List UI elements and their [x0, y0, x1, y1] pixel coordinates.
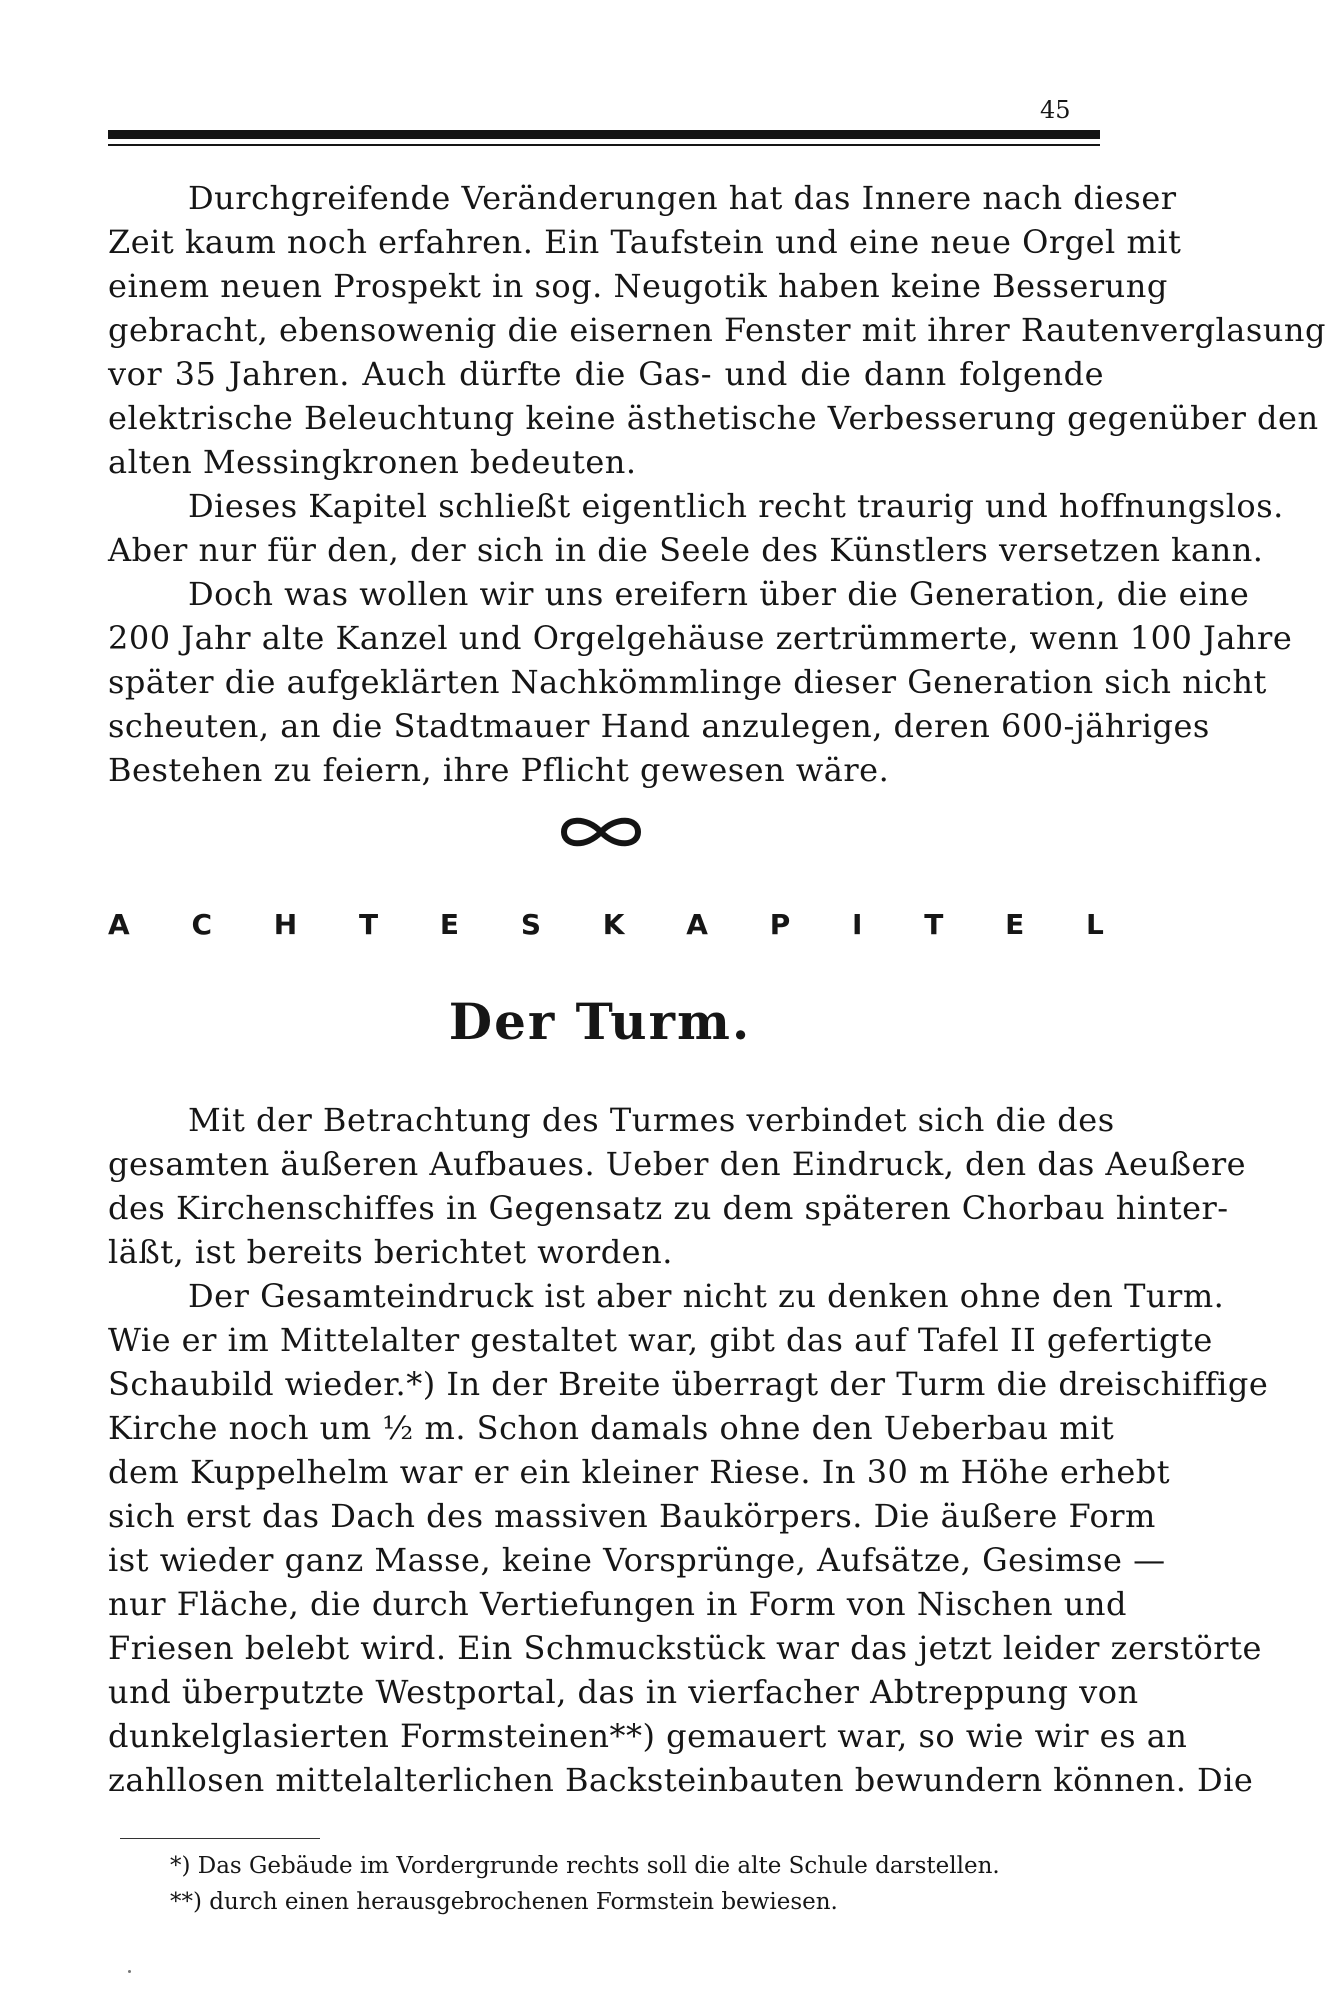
- text-line: Durchgreifende Veränderungen hat das Innere nach dieser: [188, 179, 1177, 217]
- text-line: elektrische Beleuchtung keine ästhetische Verbesserung gegenüber den: [108, 399, 1319, 437]
- text-line: Schaubild wieder.*) In der Breite überragt der Turm die dreischiffige: [108, 1365, 1269, 1403]
- chapter-heading-letter: T: [924, 908, 944, 941]
- text-line: und überputzte Westportal, das in vierfacher Abtreppung von: [108, 1673, 1139, 1711]
- text-line: Kirche noch um ½ m. Schon damals ohne den Ueberbau mit: [108, 1409, 1115, 1447]
- text-line: gesamten äußeren Aufbaues. Ueber den Eindruck, den das Aeußere: [108, 1145, 1247, 1183]
- chapter-heading-letter: I: [852, 908, 863, 941]
- chapter-heading-letter: S: [520, 908, 541, 941]
- text-line: dem Kuppelhelm war er ein kleiner Riese. In 30 m Höhe erhebt: [108, 1453, 1171, 1491]
- text-line: Dieses Kapitel schließt eigentlich recht traurig und hoffnungslos.: [188, 487, 1284, 525]
- paragraph: [108, 484, 1284, 572]
- chapter-heading-letter: T: [359, 908, 379, 941]
- text-line: Wie er im Mittelalter gestaltet war, gibt das auf Tafel II gefertigte: [108, 1321, 1213, 1359]
- text-line: einem neuen Prospekt in sog. Neugotik haben keine Besserung: [108, 267, 1168, 305]
- footnote: *) Das Gebäude im Vordergrunde rechts soll die alte Schule darstellen.: [170, 1853, 1000, 1879]
- footnote-rule: [120, 1838, 320, 1839]
- chapter-heading-letter: L: [1086, 908, 1104, 941]
- paragraph: [108, 572, 1293, 792]
- header-rule: [108, 130, 1100, 139]
- text-line: Aber nur für den, der sich in die Seele des Künstlers versetzen kann.: [108, 531, 1264, 569]
- text-line: vor 35 Jahren. Auch dürfte die Gas- und die dann folgende: [108, 355, 1104, 393]
- text-line: später die aufgeklärten Nachkömmlinge dieser Generation sich nicht: [108, 663, 1267, 701]
- text-line: Bestehen zu feiern, ihre Pflicht gewesen wäre.: [108, 751, 890, 789]
- paragraph: [108, 176, 1326, 484]
- chapter-heading-letter: A: [686, 908, 708, 941]
- chapter-heading-letter: E: [439, 908, 460, 941]
- footnote: **) durch einen herausgebrochenen Formstein bewiesen.: [170, 1889, 838, 1915]
- chapter-heading-letter: P: [769, 908, 791, 941]
- text-line: alten Messingkronen bedeuten.: [108, 443, 637, 481]
- text-line: gebracht, ebensowenig die eisernen Fenster mit ihrer Rautenverglasung: [108, 311, 1326, 349]
- text-line: Zeit kaum noch erfahren. Ein Taufstein und eine neue Orgel mit: [108, 223, 1182, 261]
- text-line: nur Fläche, die durch Vertiefungen in Form von Nischen und: [108, 1585, 1127, 1623]
- ornament-icon: [556, 810, 646, 854]
- chapter-heading-letter: K: [602, 908, 625, 941]
- body-text-bottom: [108, 1098, 1269, 1802]
- page-number: 45: [1040, 96, 1071, 124]
- text-line: 200 Jahr alte Kanzel und Orgelgehäuse zertrümmerte, wenn 100 Jahre: [108, 619, 1293, 657]
- text-line: Doch was wollen wir uns ereifern über die Generation, die eine: [188, 575, 1250, 613]
- paragraph: [108, 1274, 1269, 1802]
- chapter-heading-letter: A: [108, 908, 130, 941]
- text-line: sich erst das Dach des massiven Baukörpers. Die äußere Form: [108, 1497, 1156, 1535]
- chapter-heading-letter: C: [191, 908, 213, 941]
- footnotes: [170, 1848, 1100, 1920]
- text-line: ist wieder ganz Masse, keine Vorsprünge, Aufsätze, Gesimse —: [108, 1541, 1166, 1579]
- chapter-heading: [108, 908, 1104, 941]
- chapter-heading-letter: E: [1005, 908, 1025, 941]
- text-line: Friesen belebt wird. Ein Schmuckstück war das jetzt leider zerstörte: [108, 1629, 1262, 1667]
- paragraph: [108, 1098, 1247, 1274]
- body-text-top: [108, 176, 1326, 792]
- section-title: Der Turm.: [448, 992, 752, 1051]
- text-line: scheuten, an die Stadtmauer Hand anzulegen, deren 600-jähriges: [108, 707, 1210, 745]
- text-line: dunkelglasierten Formsteinen**) gemauert war, so wie wir es an: [108, 1717, 1188, 1755]
- text-line: läßt, ist bereits berichtet worden.: [108, 1233, 673, 1271]
- chapter-heading-letter: H: [273, 908, 298, 941]
- text-line: Mit der Betrachtung des Turmes verbindet sich die des: [188, 1101, 1115, 1139]
- text-line: zahllosen mittelalterlichen Backsteinbauten bewundern können. Die: [108, 1761, 1254, 1799]
- text-line: des Kirchenschiffes in Gegensatz zu dem späteren Chorbau hinter-: [108, 1189, 1229, 1227]
- text-line: Der Gesamteindruck ist aber nicht zu denken ohne den Turm.: [188, 1277, 1225, 1315]
- paper-speck: [128, 1970, 131, 1973]
